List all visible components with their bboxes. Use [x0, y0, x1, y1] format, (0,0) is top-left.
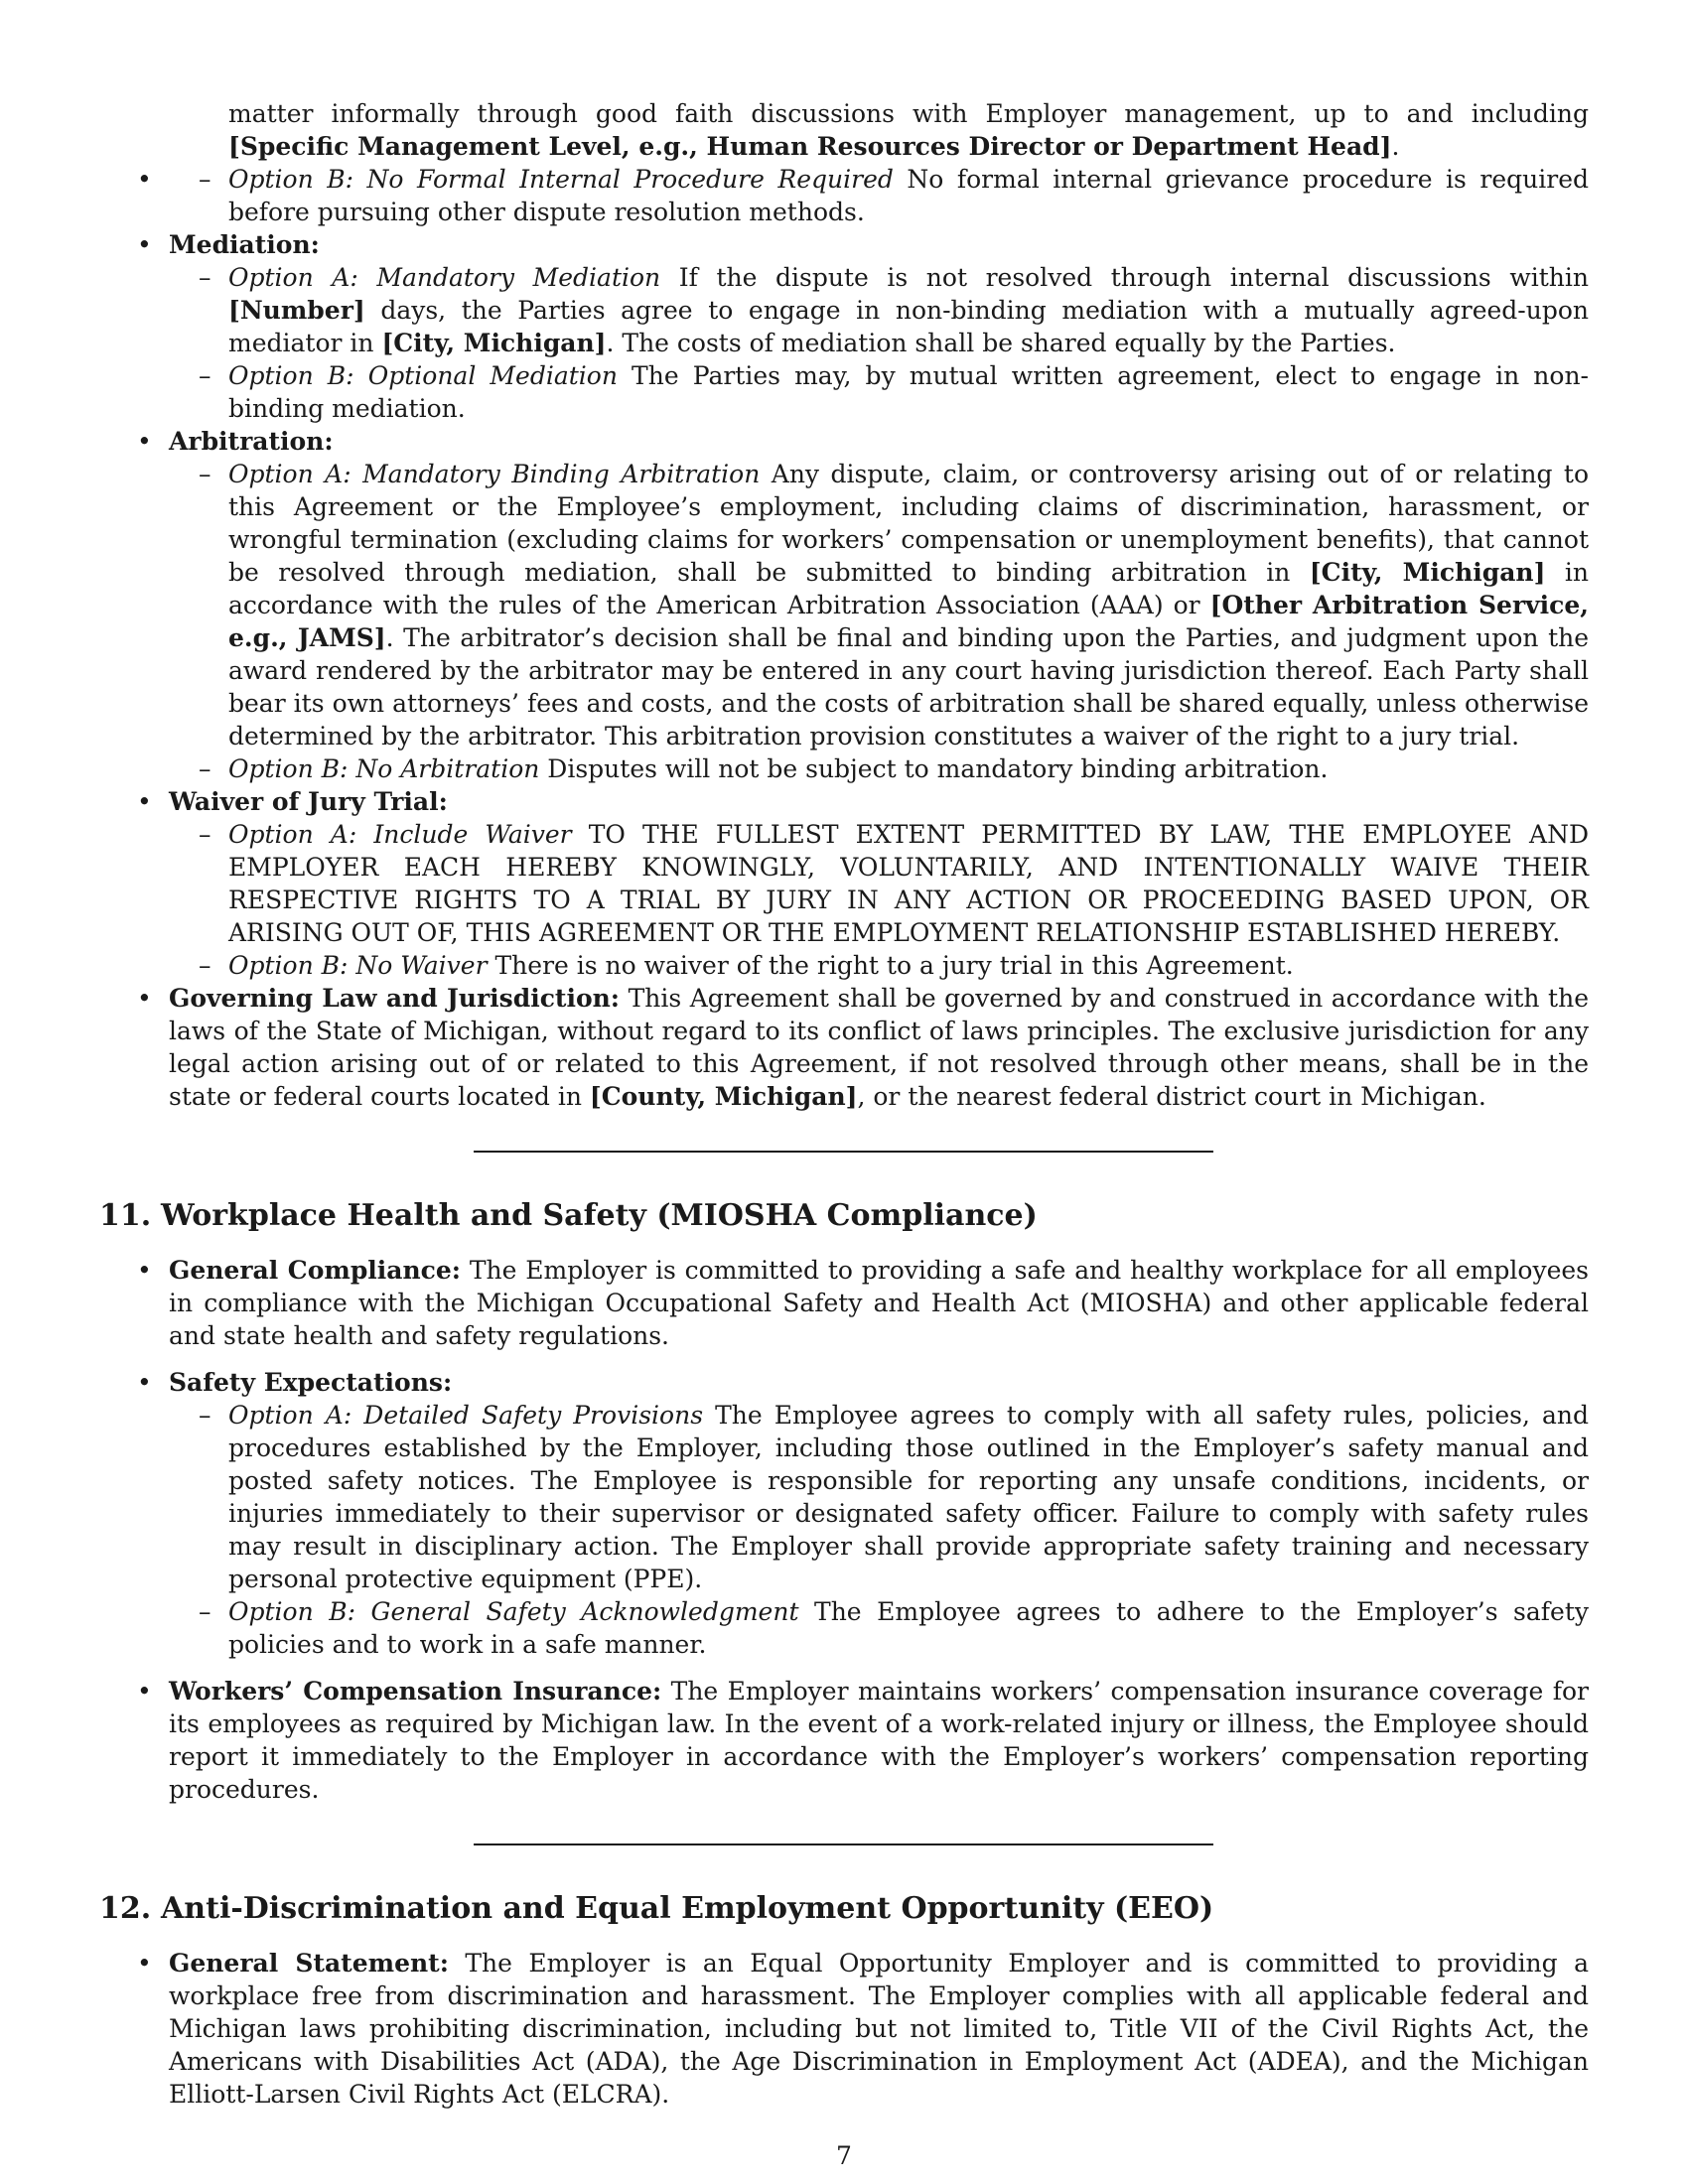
internal-procedure-item	[99, 163, 1589, 228]
section-divider	[474, 1843, 1213, 1845]
dispute-resolution-list	[99, 163, 1589, 228]
option-text: Any dispute, claim, or controversy arising out of or relating to this Agreement or the Employee’s employment, including claims of discrimination, harassment, or wrongful termination (excluding claims for workers’ compensation or unemployment benefits), that cannot be resolved through mediation, shall be submitted to binding arbitration in	[228, 460, 1589, 587]
safety-expectations-heading: • Safety Expectations:	[169, 1368, 453, 1397]
mediation-options	[169, 261, 1589, 425]
placeholder-city: [City, Michigan]	[381, 329, 607, 357]
section-11-heading	[99, 1196, 1589, 1236]
option-text: Disputes will not be subject to mandatory binding arbitration.	[539, 754, 1329, 783]
option-text: The Employee agrees to comply with all safety rules, policies, and procedures established by the Employer, including those outlined in the Employer’s safety manual and posted safety notices. The Employee is responsible for reporting any unsafe conditions, incidents, or injuries immediately to their supervisor or designated safety officer. Failure to comply with safety rules may result in disciplinary action. The Employer shall provide appropriate safety training and necessary personal protective equipment (PPE).	[228, 1401, 1589, 1593]
placeholder-city: [City, Michigan]	[1309, 558, 1546, 587]
option-text: TO THE FULLEST EXTENT PERMITTED BY LAW, THE EMPLOYEE AND EMPLOYER EACH HEREBY KNOWINGLY, VOLUNTARILY, AND INTENTIONALLY WAIVE THEIR RESPECTIVE RIGHTS TO A TRIAL BY JURY IN ANY ACTION OR PROCEEDING BASED UPON, OR ARISING OUT OF, THIS AGREEMENT OR THE EMPLOYMENT RELATIONSHIP ESTABLISHED HEREBY.	[228, 820, 1589, 947]
option-text: No formal internal grievance procedure is required before pursuing other dispute resolution methods.	[228, 165, 1589, 226]
workers-comp-heading: Workers’ Compensation Insurance:	[169, 1677, 662, 1706]
mediation-heading: • Mediation:	[169, 230, 320, 259]
general-compliance-heading: General Compliance:	[169, 1256, 462, 1285]
arbitration-option-a	[169, 458, 1589, 752]
safety-option-b	[169, 1595, 1589, 1661]
arbitration-options	[169, 458, 1589, 785]
internal-option-b	[169, 163, 1589, 228]
page-number: 7	[836, 2141, 852, 2170]
safety-expectations-item	[99, 1366, 1589, 1661]
governing-law-text: This Agreement shall be governed by and construed in accordance with the laws of the State of Michigan, without regard to its conflict of laws principles. The exclusive jurisdiction for any legal action arising out of or related to this Agreement, if not resolved through other means, shall be in the state or federal courts located in	[169, 984, 1589, 1111]
option-text: The Parties may, by mutual written agreement, elect to engage in non-binding mediation.	[228, 361, 1589, 423]
section-12-heading	[99, 1889, 1589, 1929]
governing-law-item	[99, 982, 1589, 1113]
jury-waiver-item	[99, 785, 1589, 982]
option-text: The Employee agrees to adhere to the Employer’s safety policies and to work in a safe manner.	[228, 1597, 1589, 1659]
option-text: . The arbitrator’s decision shall be final and binding upon the Parties, and judgment upon the award rendered by the arbitrator may be entered in any court having jurisdiction thereof. Each Party shall bear its own attorneys’ fees and costs, and the costs of arbitration shall be shared equally, unless otherwise determined by the arbitrator. This arbitration provision constitutes a waiver of the right to a jury trial.	[228, 623, 1590, 751]
arbitration-option-b	[169, 752, 1589, 785]
option-name: Option B: No Formal Internal Procedure Required	[228, 165, 894, 194]
arbitration-heading: • Arbitration:	[169, 427, 334, 456]
workers-comp-text: The Employer maintains workers’ compensation insurance coverage for its employees as required by Michigan law. In the event of a work-related injury or illness, the Employee should report it immediately to the Employer in accordance with the Employer’s workers’ compensation reporting procedures.	[169, 1677, 1589, 1804]
placeholder-management-level: [Specific Management Level, e.g., Human Resources Director or Department Head]	[228, 132, 1392, 161]
governing-law-text: , or the nearest federal district court in Michigan.	[857, 1082, 1486, 1111]
section-12-list	[99, 1947, 1589, 2111]
safety-option-a	[169, 1399, 1589, 1595]
jury-option-b	[169, 949, 1589, 982]
option-text: in accordance with the rules of the American Arbitration Association (AAA) or	[228, 558, 1589, 619]
option-name: Option A: Mandatory Binding Arbitration	[228, 460, 761, 488]
placeholder-county: [County, Michigan]	[589, 1082, 858, 1111]
general-statement-heading: General Statement:	[169, 1949, 449, 1978]
option-name: Option B: No Waiver	[228, 951, 488, 980]
governing-law-heading: Governing Law and Jurisdiction:	[169, 984, 621, 1013]
section-divider	[474, 1151, 1213, 1153]
general-compliance-item	[99, 1254, 1589, 1352]
section-title: Workplace Health and Safety (MIOSHA Compliance)	[161, 1198, 1038, 1233]
option-text: . The costs of mediation shall be shared equally by the Parties.	[606, 329, 1396, 357]
option-name: Option A: Mandatory Mediation	[228, 263, 661, 292]
placeholder-number: [Number]	[228, 296, 365, 325]
section-number: 12.	[99, 1891, 152, 1926]
section-number: 11.	[99, 1198, 152, 1233]
general-compliance-text: The Employer is committed to providing a safe and healthy workplace for all employees in compliance with the Michigan Occupational Safety and Health Act (MIOSHA) and other applicable federal and state health and safety regulations.	[169, 1256, 1590, 1350]
page-content	[99, 97, 1589, 2111]
jury-waiver-heading: • Waiver of Jury Trial:	[169, 787, 448, 816]
workers-comp-item	[99, 1675, 1589, 1806]
general-statement-text: The Employer is an Equal Opportunity Employer and is committed to providing a workplace free from discrimination and harassment. The Employer complies with all applicable federal and Michigan laws prohibiting discrimination, including but not limited to, Title VII of the Civil Rights Act, the Americans with Disabilities Act (ADA), the Age Discrimination in Employment Act (ADEA), and the Michigan Elliott-Larsen Civil Rights Act (ELCRA).	[169, 1949, 1589, 2109]
option-name: Option A: Include Waiver	[228, 820, 572, 849]
option-name: Option A: Detailed Safety Provisions	[228, 1401, 704, 1430]
continued-end: .	[1391, 132, 1400, 161]
arbitration-item	[99, 425, 1589, 785]
option-text: There is no waiver of the right to a jury trial in this Agreement.	[487, 951, 1294, 980]
general-statement-item	[99, 1947, 1589, 2111]
jury-waiver-options	[169, 818, 1589, 982]
continued-text: matter informally through good faith discussions with Employer management, up to and including	[228, 99, 1589, 128]
continued-paragraph	[99, 97, 1589, 163]
option-name: Option B: Optional Mediation	[228, 361, 618, 390]
placeholder-arbitration-service: [Other Arbitration Service, e.g., JAMS]	[228, 591, 1589, 652]
option-name: Option B: No Arbitration	[228, 754, 540, 783]
option-name: Option B: General Safety Acknowledgment	[228, 1597, 799, 1626]
safety-options	[169, 1399, 1589, 1661]
option-text: If the dispute is not resolved through internal discussions within	[660, 263, 1589, 292]
dispute-bullets	[99, 228, 1589, 1113]
option-text: days, the Parties agree to engage in non-binding mediation with a mutually agreed-upon mediator in	[228, 296, 1589, 357]
mediation-option-a	[169, 261, 1589, 359]
section-title: Anti-Discrimination and Equal Employment Opportunity (EEO)	[161, 1891, 1214, 1926]
mediation-option-b	[169, 359, 1589, 425]
jury-option-a	[169, 818, 1589, 949]
mediation-item	[99, 228, 1589, 425]
internal-procedure-options	[99, 163, 1589, 228]
section-11-list	[99, 1254, 1589, 1806]
